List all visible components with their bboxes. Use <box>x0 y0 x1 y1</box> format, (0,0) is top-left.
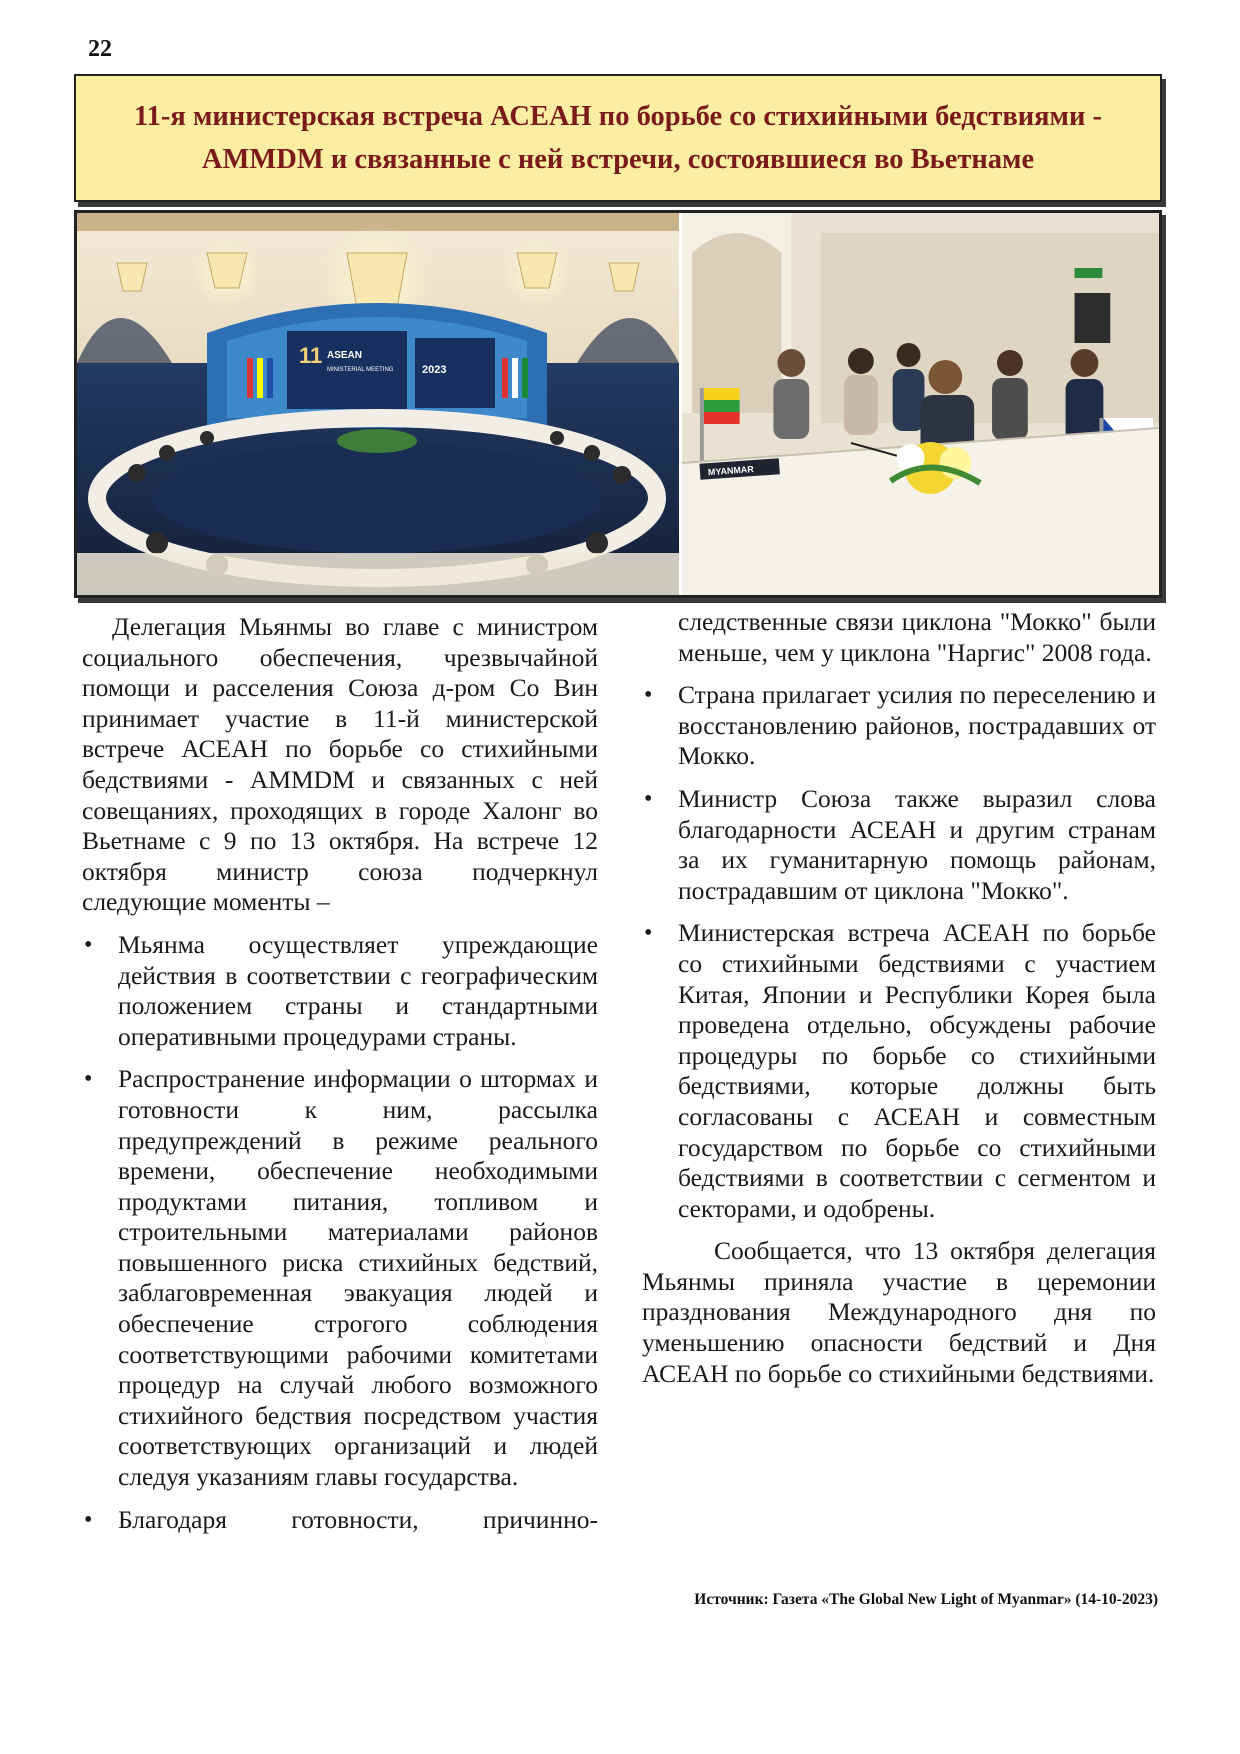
article-intro: Делегация Мьянмы во главе с министром социального обеспечения, чрезвычайной помощи и расселения Союза д-ром Со Вин принимает участие в 11-й министерской встрече АСЕАН по борьбе со стихийными бедствиями - AMMDM и связанных с ней совещаниях, проходящих в городе Халонг во Вьетнаме с 9 по 13 октября. На встрече 12 октября министр союза подчеркнул следующие моменты – <box>82 612 598 917</box>
screen-meeting: MINISTERIAL MEETING <box>327 367 394 373</box>
source-credit: Источник: Газета «The Global New Light of Myanmar» (14-10-2023) <box>694 1591 1158 1608</box>
bullet-item-4: • Страна прилагает усилия по переселению и восстановлению районов, пострадавших от Мокко. <box>642 680 1156 772</box>
page-number: 22 <box>88 36 112 62</box>
conference-hall-illustration <box>77 213 679 595</box>
headline-line-1: 11-я министерская встреча АСЕАН по борьбе со стихийными бедствиями - <box>133 101 1103 132</box>
bullet-item-6: • Министерская встреча АСЕАН по борьбе со стихийными бедствиями с участием Китая, Японии и Республики Корея была проведена отдельно, обсуждены рабочие процедуры по борьбе со стихийными бедствиями, которые должны быть согласованы с АСЕАН и совместным государством по борьбе со стихийными бедствиями в соответствии с сегментом и секторами, и одобрены. <box>642 918 1156 1224</box>
delegation-photo <box>682 213 1159 595</box>
bullet-item-3: • Благодаря готовности, причинно- <box>82 1505 598 1536</box>
headline-line-2: AMMDM и связанные с ней встречи, состоявшиеся во Вьетнаме <box>201 144 1035 175</box>
bullet-list-left <box>82 930 598 1535</box>
conference-hall-photo <box>77 213 682 595</box>
headline <box>134 95 1102 181</box>
bullet-item-2: • Распространение информации о штормах и готовности к ним, рассылка предупреждений в режиме реального времени, обеспечение необходимыми продуктами питания, топливом и строительными материалами районов повышенного риска стихийных бедствий, заблаговременная эвакуация людей и обеспечение строгого соблюдения соответствующими рабочими комитетами процедур на случай любого возможного стихийного бедствия посредством участия соответствующих организаций и людей следуя указаниям главы государства. <box>82 1064 598 1492</box>
screen-asean: ASEAN <box>327 350 363 361</box>
bullet-list-right <box>642 680 1156 1224</box>
bullet-item-1: • Мьянма осуществляет упреждающие действия в соответствии с географическим положением страны и стандартными оперативными процедурами страны. <box>82 930 598 1052</box>
delegation-illustration <box>682 213 1159 595</box>
bullet-item-5: • Министр Союза также выразил слова благодарности АСЕАН и другим странам за их гуманитарную помощь районам, пострадавшим от циклона "Мокко". <box>642 784 1156 906</box>
nameplate-text: MYANMAR <box>707 463 755 478</box>
photo-strip <box>74 210 1162 598</box>
article-column-left <box>82 612 598 1535</box>
article-closing: Сообщается, что 13 октября делегация Мьянмы приняла участие в церемонии празднования Международного дня по уменьшению опасности бедствий и Дня АСЕАН по борьбе со стихийными бедствиями. <box>642 1236 1156 1388</box>
headline-box <box>74 74 1162 202</box>
article-column-right <box>642 607 1156 1389</box>
screen-year: 2023 <box>422 364 447 376</box>
bullet-item-3-continued: следственные связи циклона "Мокко" были меньше, чем у циклона "Наргис" 2008 года. <box>678 607 1156 667</box>
screen-number: 11 <box>299 343 323 368</box>
